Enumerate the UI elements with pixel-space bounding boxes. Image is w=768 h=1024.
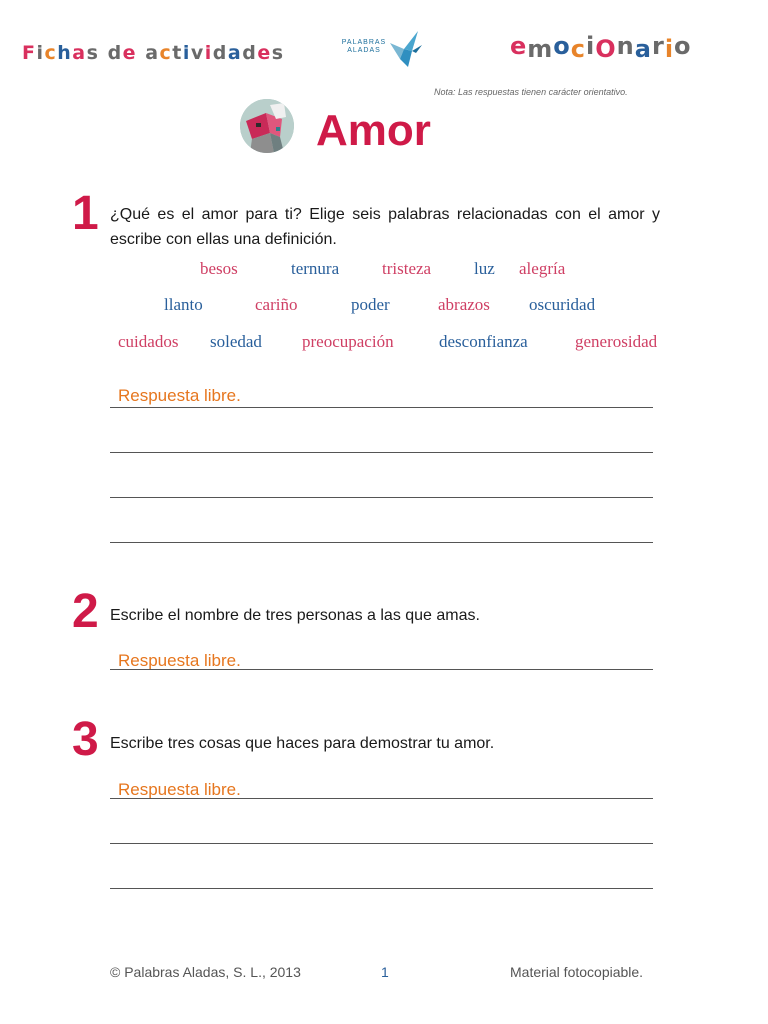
answer-2-text: Respuesta libre. — [118, 651, 241, 670]
series-title-letter: i — [204, 42, 213, 64]
series-title-letter: i — [36, 42, 45, 64]
emocionario-logo — [510, 32, 692, 63]
note-text: Nota: Las respuestas tienen carácter orientativo. — [434, 87, 628, 97]
series-title-letter: a — [145, 42, 160, 64]
word-option: preocupación — [302, 332, 394, 351]
series-title-letter: F — [22, 42, 37, 64]
answer-line[interactable] — [110, 497, 653, 498]
publisher-name-line1: PALABRAS — [341, 39, 387, 46]
word-option: soledad — [210, 332, 262, 351]
series-title-letter: v — [190, 42, 205, 64]
series-title-letter: c — [159, 42, 173, 64]
series-title-letter: i — [182, 42, 191, 64]
word-option: abrazos — [438, 295, 490, 314]
word-option: llanto — [164, 295, 203, 314]
emocionario-letter: n — [616, 32, 635, 60]
series-title-letter: s — [271, 42, 285, 64]
question-3-text: Escribe tres cosas que haces para demostrar tu amor. — [110, 735, 495, 752]
photocopiable-note: Material fotocopiable. — [510, 964, 644, 980]
series-title-letter: c — [44, 42, 58, 64]
answer-line[interactable] — [110, 888, 653, 889]
emocionario-letter: a — [634, 35, 652, 63]
emocionario-letter: o — [553, 32, 571, 60]
emocionario-letter: i — [586, 32, 596, 60]
series-title-letter: d — [242, 42, 258, 64]
bird-icon — [388, 29, 424, 69]
answer-line[interactable] — [110, 542, 653, 543]
answer-line[interactable] — [110, 669, 653, 670]
question-2-text: Escribe el nombre de tres personas a las que amas. — [110, 607, 480, 624]
series-title-letter: e — [122, 42, 138, 64]
answer-1-text: Respuesta libre. — [118, 386, 241, 405]
emocionario-letter: e — [510, 32, 528, 60]
word-option: desconfianza — [439, 332, 528, 351]
series-title-letter: a — [72, 42, 87, 64]
page-number: 1 — [381, 964, 389, 980]
answer-line[interactable] — [110, 452, 653, 453]
series-title-letter: d — [107, 42, 123, 64]
emocionario-letter: i — [664, 35, 675, 63]
word-option: generosidad — [575, 332, 658, 351]
question-number-1: 1 — [72, 187, 99, 240]
series-title-letter: d — [212, 42, 228, 64]
word-option: oscuridad — [529, 295, 596, 314]
emocionario-letter: c — [570, 35, 587, 63]
love-emotion-icon — [240, 99, 294, 153]
series-title — [22, 42, 285, 64]
emocionario-letter: m — [527, 35, 554, 63]
emocionario-letter: r — [651, 32, 665, 60]
page-title: Amor — [316, 106, 431, 155]
series-title-letter: t — [172, 42, 183, 64]
publisher-logo — [336, 29, 424, 71]
word-option: besos — [200, 259, 238, 278]
word-option: ternura — [291, 259, 340, 278]
series-title-letter: a — [227, 42, 243, 64]
word-option: poder — [351, 295, 390, 314]
publisher-name-line2: ALADAS — [347, 47, 381, 54]
word-option: alegría — [519, 259, 566, 278]
copyright-text: © Palabras Aladas, S. L., 2013 — [110, 964, 301, 980]
series-title-letter — [137, 42, 145, 64]
emocionario-letter: O — [595, 35, 617, 63]
question-number-3: 3 — [72, 713, 99, 766]
series-title-letter: s — [86, 42, 100, 64]
word-option: cuidados — [118, 332, 179, 351]
emocionario-letter: o — [674, 32, 692, 60]
answer-line[interactable] — [110, 407, 653, 408]
answer-line[interactable] — [110, 798, 653, 799]
series-title-letter: e — [257, 42, 272, 64]
series-title-letter: h — [57, 42, 73, 64]
word-option: luz — [474, 259, 495, 278]
word-option: tristeza — [382, 259, 432, 278]
question-number-2: 2 — [72, 585, 99, 638]
question-1-text: ¿Qué es el amor para ti? Elige seis palabras relacionadas con el amor y escribe con ellas una definición. — [110, 206, 660, 248]
answer-line[interactable] — [110, 843, 653, 844]
series-title-letter — [99, 42, 107, 64]
answer-3-text: Respuesta libre. — [118, 780, 241, 799]
word-option: cariño — [255, 295, 298, 314]
